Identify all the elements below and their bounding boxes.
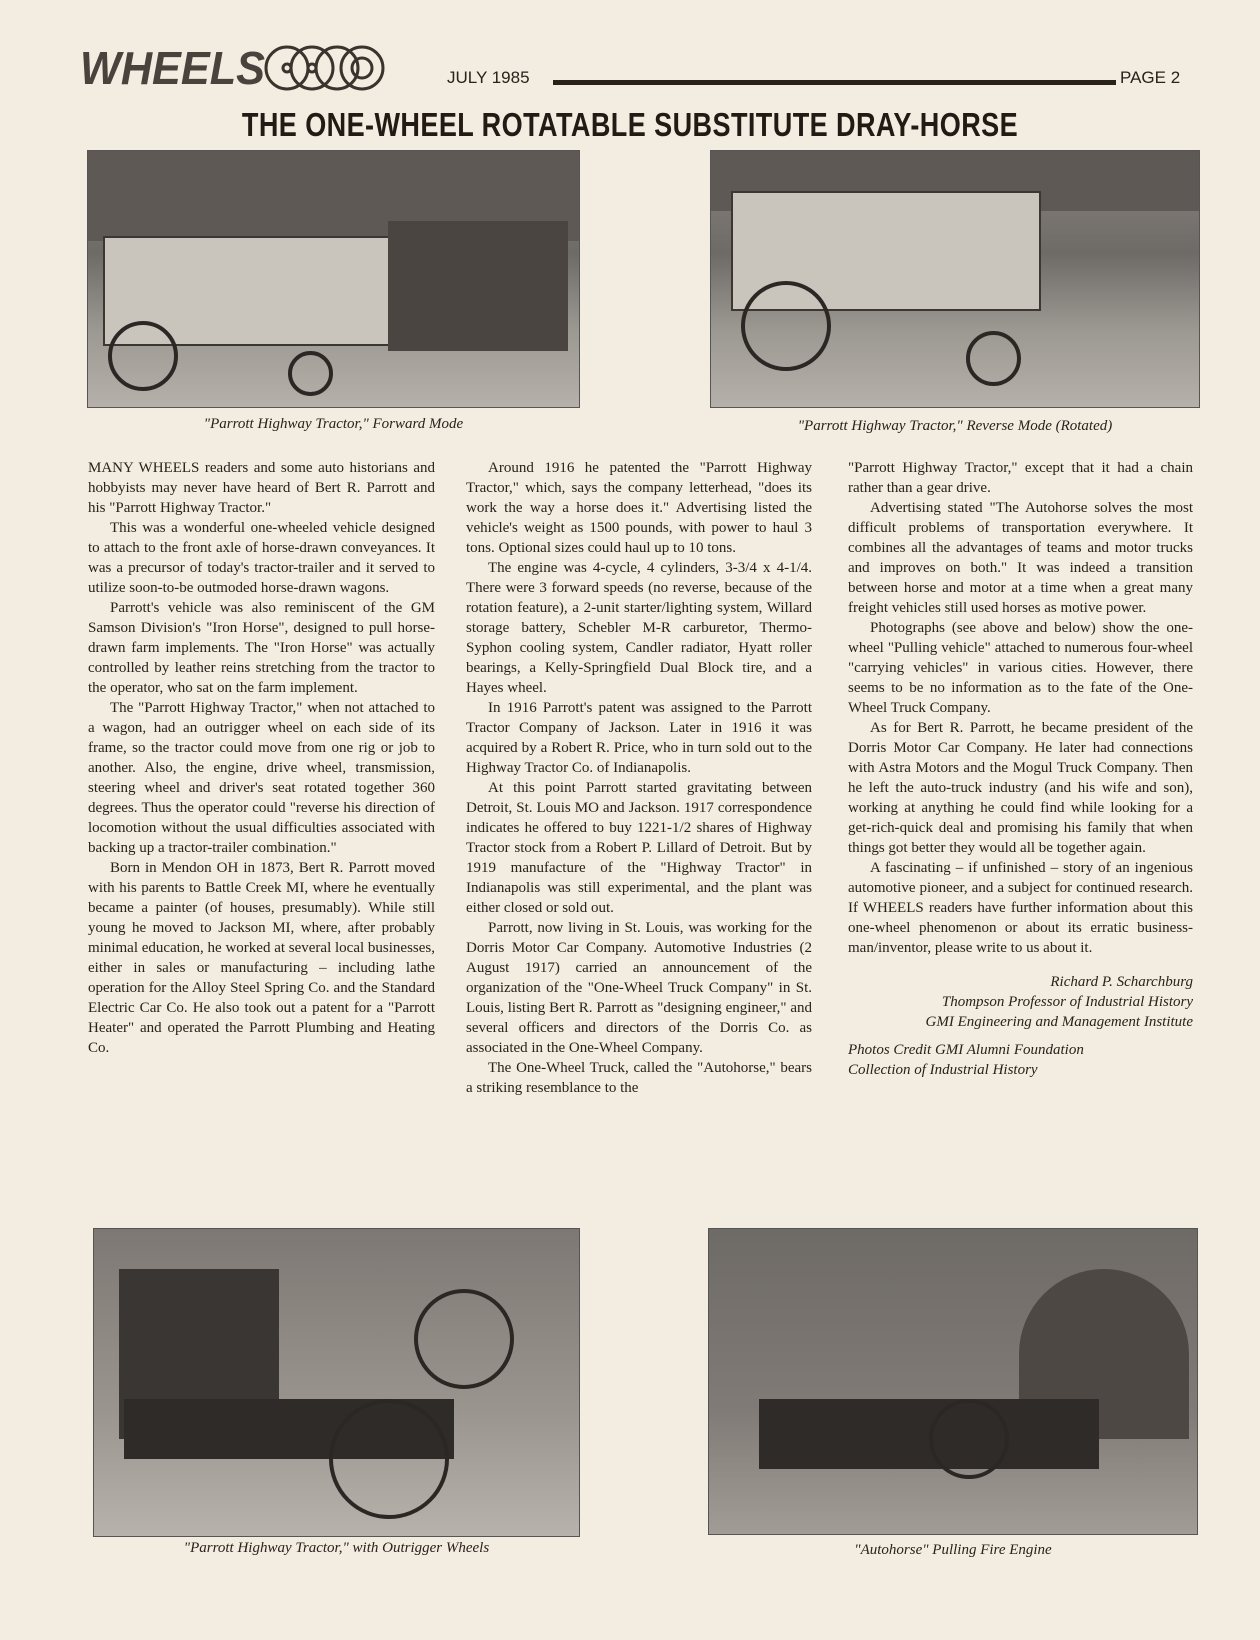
paragraph: At this point Parrott started gravitating between Detroit, St. Louis MO and Jackson. 1917 correspondence indicates he offered to buy 1221-1/2 shares of Highway Tractor stock from a Robert P. Lillard of Detroit. But by 1919 manufacture of the "Highway Tractor" in Indianapolis was still experimental, and the plant was either closed or sold out. bbox=[466, 780, 812, 916]
header-rule bbox=[553, 80, 1116, 85]
paragraph: A fascinating – if unfinished – story of an ingenious automotive pioneer, and a subject for continued research. If WHEELS readers have further information about this one-wheel phenomenon or about its erratic business-man/inventor, please write to us about it. bbox=[848, 860, 1193, 956]
paragraph: MANY WHEELS readers and some auto historians and hobbyists may never have heard of Bert R. Parrott and his "Parrott Highway Tractor." bbox=[88, 460, 435, 516]
photo-credit bbox=[848, 1040, 1193, 1080]
issue-date: JULY 1985 bbox=[447, 68, 530, 87]
caption-fire-engine: "Autohorse" Pulling Fire Engine bbox=[854, 1542, 1052, 1558]
paragraph: Around 1916 he patented the "Parrott Highway Tractor," which, says the company letterhead, "does its work the way a horse does it." Advertising listed the vehicle's weight as 1500 pounds, with power to haul 3 tons. Optional sizes could haul up to 10 tons. bbox=[466, 460, 812, 556]
photo-forward-mode bbox=[87, 150, 580, 408]
photo-credit-line: Photos Credit GMI Alumni Foundation bbox=[848, 1042, 1084, 1058]
article-column-3 bbox=[848, 458, 1193, 1080]
article-title: THE ONE-WHEEL ROTATABLE SUBSTITUTE DRAY-HORSE bbox=[241, 106, 1019, 143]
photo-outrigger-wheels bbox=[93, 1228, 580, 1537]
photo-autohorse-fire-engine bbox=[708, 1228, 1198, 1535]
paragraph: The One-Wheel Truck, called the "Autohorse," bears a striking resemblance to the bbox=[466, 1060, 812, 1096]
paragraph: As for Bert R. Parrott, he became president of the Dorris Motor Car Company. He later had connections with Astra Motors and the Mogul Truck Company. Then he left the auto-truck industry (and his wife and son), working at anything he could find while looking for a get-rich-quick deal and promising his family that when things got better they would all be together again. bbox=[848, 720, 1193, 856]
paragraph: The "Parrott Highway Tractor," when not attached to a wagon, had an outrigger wheel on each side of its frame, so the tractor could move from one rig or job to another. Also, the engine, drive wheel, transmission, steering wheel and driver's seat rotated together 360 degrees. Thus the operator could "reverse his direction of locomotion without the usual difficulties associated with backing up a tractor-trailer combination." bbox=[88, 700, 435, 856]
paragraph: Parrott, now living in St. Louis, was working for the Dorris Motor Car Company. Automotive Industries (2 August 1917) carried an announcement of the organization of the "One-Wheel Truck Company" in St. Louis, listing Bert R. Parrott as "designing engineer," and several officers and directors of the Dorris Co. as associated in the One-Wheel Company. bbox=[466, 920, 812, 1056]
paragraph: In 1916 Parrott's patent was assigned to the Parrott Tractor Company of Jackson. Later in 1916 it was acquired by a Robert R. Price, who in turn sold out to the Highway Tractor Co. of Indianapolis. bbox=[466, 700, 812, 776]
photo-credit-line: Collection of Industrial History bbox=[848, 1062, 1038, 1078]
article-column-2 bbox=[466, 458, 812, 1098]
author-institution: GMI Engineering and Management Institute bbox=[925, 1014, 1193, 1030]
paragraph: Photographs (see above and below) show the one-wheel "Pulling vehicle" attached to numerous four-wheel "carrying vehicles" in various cities. However, there seems to be no information as to the fate of the One-Wheel Truck Company. bbox=[848, 620, 1193, 716]
wheels-logo bbox=[80, 42, 385, 92]
author-name: Richard P. Scharchburg bbox=[1050, 974, 1193, 990]
caption-reverse-mode: "Parrott Highway Tractor," Reverse Mode (Rotated) bbox=[797, 418, 1113, 434]
article-column-1 bbox=[88, 458, 435, 1058]
paragraph: This was a wonderful one-wheeled vehicle designed to attach to the front axle of horse-drawn conveyances. It was a precursor of today's tractor-trailer and it served to utilize soon-to-be outmoded horse-drawn wagons. bbox=[88, 520, 435, 596]
caption-forward-mode: "Parrott Highway Tractor," Forward Mode bbox=[203, 416, 464, 432]
author-signature bbox=[848, 972, 1193, 1032]
paragraph: Advertising stated "The Autohorse solves the most difficult problems of transportation everywhere. It combines all the advantages of teams and motor trucks and improves on both." It was indeed a transition between horse and motor at a time when a great many freight vehicles still used horses as motive power. bbox=[848, 500, 1193, 616]
paragraph: Parrott's vehicle was also reminiscent of the GM Samson Division's "Iron Horse", designed to pull horse-drawn farm implements. The "Iron Horse" was actually controlled by leather reins stretching from the tractor to the operator, who sat on the farm implement. bbox=[88, 600, 435, 696]
paragraph: The engine was 4-cycle, 4 cylinders, 3-3/4 x 4-1/4. There were 3 forward speeds (no reverse, because of the rotation feature), a 2-unit starter/lighting system, Willard storage battery, Schebler M-R carburetor, Thermo-Syphon cooling system, Candler radiator, Hyatt roller bearings, a Kelly-Springfield Dual Block tire, and a Hayes wheel. bbox=[466, 560, 812, 696]
svg-text:WHEELS: WHEELS bbox=[80, 42, 266, 92]
photo-reverse-mode bbox=[710, 150, 1200, 408]
author-title: Thompson Professor of Industrial History bbox=[941, 994, 1193, 1010]
paragraph: "Parrott Highway Tractor," except that it had a chain rather than a gear drive. bbox=[848, 460, 1193, 496]
page-number: PAGE 2 bbox=[1120, 68, 1181, 87]
caption-outrigger-wheels: "Parrott Highway Tractor," with Outrigger Wheels bbox=[183, 1540, 490, 1556]
paragraph: Born in Mendon OH in 1873, Bert R. Parrott moved with his parents to Battle Creek MI, where he eventually became a painter (of houses, presumably). While still young he moved to Jackson MI, where, after probably minimal education, he worked at several local businesses, either in sales or manufacturing – including lathe operation for the Alloy Steel Spring Co. and the Standard Electric Car Co. He also took out a patent for a "Parrott Heater" and operated the Parrott Plumbing and Heating Co. bbox=[88, 860, 435, 1056]
